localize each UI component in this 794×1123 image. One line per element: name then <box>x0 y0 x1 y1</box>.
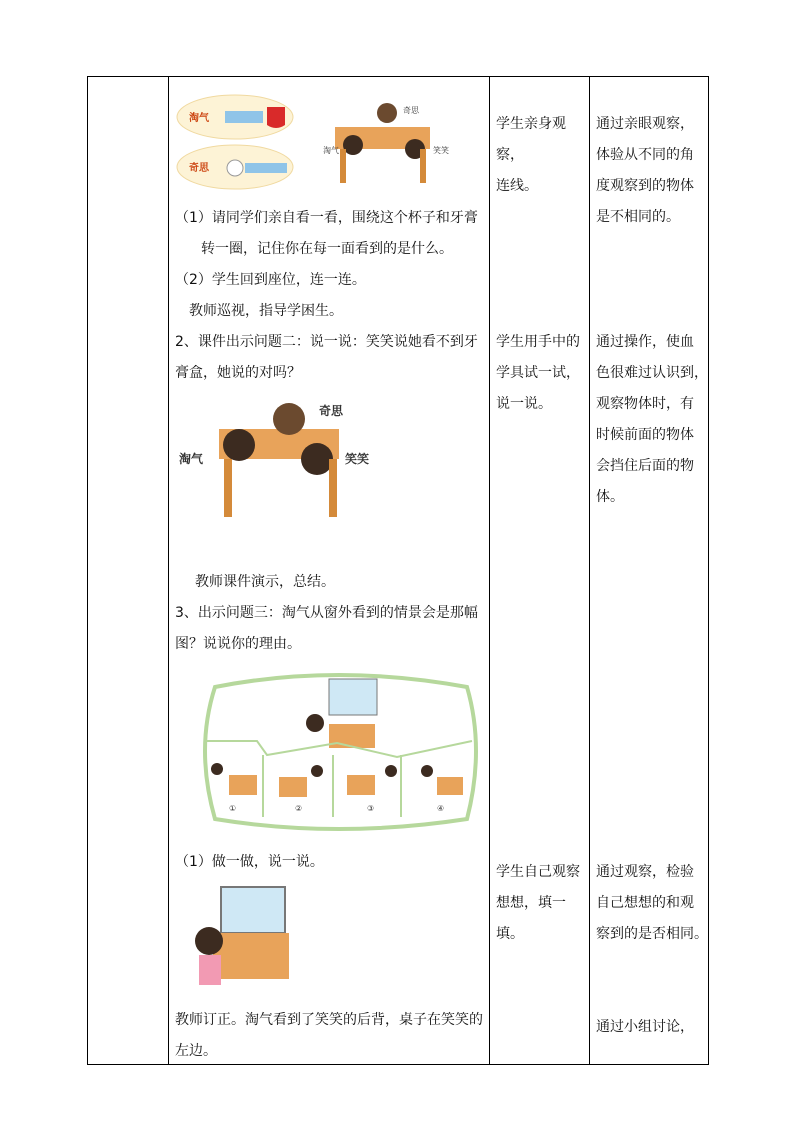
label-qisi-1: 奇思 <box>189 163 209 174</box>
step1-question-cont: 转一圈，记住你在每一面看到的是什么。 <box>201 241 453 257</box>
window-options-illustration <box>197 669 481 834</box>
option-1: ① <box>229 804 237 813</box>
student-activity-cell <box>490 77 590 1065</box>
teaching-process-cell <box>169 77 490 1065</box>
option-2: ② <box>295 804 303 813</box>
table-row <box>88 77 709 1065</box>
student-activity-1: 学生亲身观察， 连线。 <box>496 116 566 194</box>
label-xiaoxiao-2: 笑笑 <box>345 452 370 466</box>
step1-question: （1）请同学们亲自看一看，围绕这个杯子和牙膏 <box>175 210 478 226</box>
question-2: 2、课件出示问题二：说一说：笑笑说她看不到牙 <box>175 334 478 350</box>
option-4: ④ <box>437 804 445 813</box>
table-scene-illustration <box>179 397 379 527</box>
label-taoqi-2: 淘气 <box>323 146 339 155</box>
step1-c: 教师巡视，指导学困生。 <box>189 303 343 319</box>
lesson-table <box>87 76 709 1065</box>
student-activity-3: 学生自己观察 想想，填一填。 <box>496 864 580 942</box>
question-2-cont: 膏盒，她说的对吗？ <box>175 365 301 381</box>
label-xiaoxiao-1: 笑笑 <box>433 146 449 155</box>
observation-illustration <box>175 87 465 197</box>
design-intent-3: 通过观察，检验 自己想想的和观 察到的是否相同。 <box>596 864 708 942</box>
design-intent-4: 通过小组讨论， <box>596 1019 694 1035</box>
design-intent-1: 通过亲眼观察， 体验从不同的角 度观察到的物体 是不相同的。 <box>596 116 694 225</box>
label-qisi-2: 奇思 <box>403 106 419 115</box>
question-3-cont: 图？说说你的理由。 <box>175 636 301 652</box>
window-view-illustration <box>183 885 293 995</box>
question-2-summary: 教师课件演示，总结。 <box>195 574 335 590</box>
step3-a: （1）做一做，说一说。 <box>175 854 324 870</box>
design-intent-cell <box>590 77 709 1065</box>
design-intent-2: 通过操作，使血 色很难过认识到， 观察物体时，有 时候前面的物体 会挡住后面的物 体。 <box>596 334 708 505</box>
label-taoqi-3: 淘气 <box>179 452 204 466</box>
option-3: ③ <box>367 804 375 813</box>
label-taoqi-1: 淘气 <box>189 113 209 124</box>
question-3: 3、出示问题三：淘气从窗外看到的情景会是那幅 <box>175 605 478 621</box>
column-1-cell <box>88 77 169 1065</box>
correction-cont: 左边。 <box>175 1043 217 1059</box>
student-activity-2: 学生用手中的 学具试一试， 说一说。 <box>496 334 580 412</box>
correction: 教师订正。淘气看到了笑笑的后背，桌子在笑笑的 <box>175 1012 483 1028</box>
label-qisi-3: 奇思 <box>319 404 344 418</box>
step1-b: （2）学生回到座位，连一连。 <box>175 272 366 288</box>
